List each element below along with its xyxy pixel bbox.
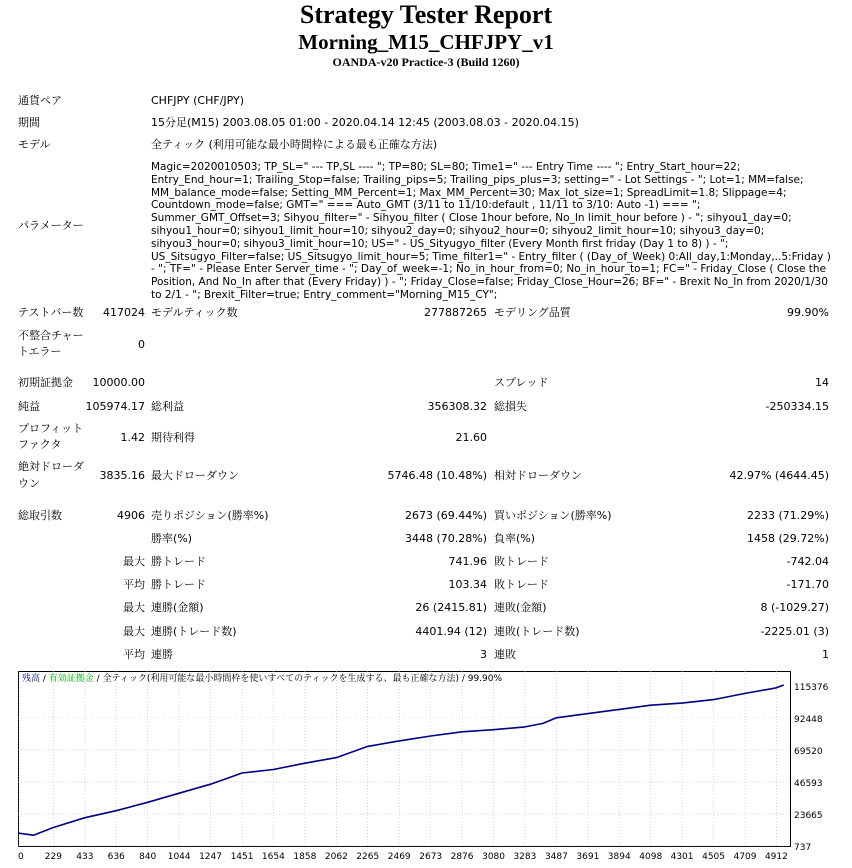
x-tick-label: 1451 [230, 852, 254, 862]
x-tick-label: 4301 [670, 852, 694, 862]
y-tick-label: 23665 [794, 810, 823, 821]
largest-loss-label: 敗トレード [494, 555, 549, 568]
report-title: Strategy Tester Report [299, 0, 553, 29]
x-tick-label: 840 [139, 852, 157, 862]
legend-balance: 残高 [22, 674, 41, 684]
ticks-label: モデルティック数 [151, 306, 238, 319]
mismatch-label-1: 不整合チャー [18, 329, 84, 342]
avg-cons-losses-value: 1 [822, 648, 829, 661]
bars-label: テストバー数 [18, 306, 84, 319]
x-tick-label: 3894 [607, 852, 631, 862]
win-pct-label: 勝率(%) [151, 532, 193, 545]
spread-value: 14 [815, 376, 829, 389]
avg-label: 平均 [123, 578, 145, 591]
x-tick-label: 4912 [764, 852, 788, 862]
avg-cons-wins-value: 3 [480, 648, 487, 661]
chart-legend [22, 674, 502, 685]
largest-loss-value: -742.04 [786, 555, 829, 568]
max-cons-losses-value: 8 (-1029.27) [760, 601, 829, 614]
max-label-3: 最大 [123, 625, 145, 638]
win-pct-value: 3448 (70.28%) [404, 532, 487, 545]
short-label: 売りポジション(勝率%) [151, 509, 269, 522]
max-dd-label: 最大ドローダウン [151, 469, 239, 482]
abs-dd-value: 3835.16 [99, 469, 145, 482]
spread-label: スプレッド [494, 376, 549, 389]
x-tick-label: 2469 [387, 852, 411, 862]
abs-dd-label-2: ウン [18, 477, 40, 490]
mismatch-value: 0 [138, 338, 145, 351]
gross-loss-value: -250334.15 [765, 400, 829, 413]
legend-sep-3: / [458, 674, 468, 684]
y-tick-label: 737 [794, 843, 812, 853]
plot-frame [19, 672, 791, 847]
short-value: 2673 (69.44%) [404, 509, 487, 522]
x-tick-label: 3691 [576, 852, 600, 862]
largest-win-value: 741.96 [448, 555, 487, 568]
long-value: 2233 (71.29%) [746, 509, 829, 522]
avg-win-label: 勝トレード [151, 578, 206, 591]
max-label-2: 最大 [123, 601, 145, 614]
avg-label-2: 平均 [123, 648, 145, 661]
rel-dd-label: 相対ドローダウン [494, 469, 582, 482]
max-cons-wins-label: 連勝(金額) [151, 601, 204, 614]
x-tick-label: 1044 [167, 852, 191, 862]
x-tick-label: 1654 [261, 852, 285, 862]
quality-label: モデリング品質 [494, 306, 571, 319]
params-value: Magic=2020010503; TP_SL=" --- TP,SL ---- "; TP=80; SL=80; Time1=" --- Entry Time ---- "; Entry_Start_hour=22; Entry_End_hour=1; Trailing_Stop=false; Trailing_pips=5; Trailing_pips_plus=3; setting=" - Lot Settings - "; Lot=1; MM=false; MM_balance_mode=false; Setting_MM_Percent=1; Max_MM_Percent=30; Max_lot_size=1; SpreadLimit=1.8; Slippage=4; Countdown_mode=false; GMT=" === Auto_GMT (3/11 to 11/10:default , 11/11 to 3/10: Auto -1) === "; Summer_GMT_Offset=3; Sihyou_filter=" - Sihyou_filter ( Close 1hour before, No_In limit_hour before ) - "; sihyou1_day=0; sihyou1_hour=0; sihyou1_limit_hour=10; sihyou2_day=0; sihyou2_hour=0; sihyou2_limit_hour=10; sihyou3_day=0; sihyou3_hour=0; sihyou3_limit_hour=10; US=" - US_Sityugyo_filter (Every Month first friday (Day 1 to 8) ) - "; US_Sitsugyo_Filter=false; US_Sitsugyo_limit_hour=5; Time_filter1=" - Entry_filter ( (Day_of_Week) 0:All_day,1:Monday,..5:Friday ) - "; TF=" - Please Enter Server_time - "; Day_of_week=-1; No_in_hour_from=0; No_in_hour_to=1; FC=" - Friday_Close ( Close the Position, And No_In after that (Every Friday) ) - "; Friday_Close=false; Friday_Close_Hour=26; BF=" - Brexit No_In from 2020/1/30 to 2/1 - "; Brexit_Filter=true; Entry_comment="Morning_M15_CY"; [151, 161, 831, 301]
max-label: 最大 [123, 555, 145, 568]
x-tick-label: 2876 [450, 852, 474, 862]
x-tick-label: 3080 [482, 852, 506, 862]
abs-dd-label-1: 絶対ドローダ [18, 460, 84, 473]
largest-win-label: 勝トレード [151, 555, 206, 568]
x-tick-label: 4098 [639, 852, 663, 862]
max-cons-loss-label: 連敗(トレード数) [494, 625, 580, 638]
period-label: 期間 [18, 116, 40, 129]
gross-profit-value: 356308.32 [427, 400, 487, 413]
deposit-value: 10000.00 [92, 376, 145, 389]
gross-profit-label: 総利益 [151, 400, 184, 413]
bars-value: 417024 [103, 306, 145, 319]
legend-equity: 有効証拠金 [48, 674, 94, 684]
params-label: パラメーター [18, 219, 84, 232]
x-tick-label: 2673 [419, 852, 443, 862]
x-tick-label: 1858 [293, 852, 317, 862]
y-tick-label: 92448 [794, 714, 823, 725]
expected-label: 期待利得 [151, 431, 195, 444]
ticks-value: 277887265 [424, 306, 487, 319]
x-tick-label: 3487 [544, 852, 568, 862]
x-tick-label: 4709 [733, 852, 757, 862]
long-label: 買いポジション(勝率%) [494, 509, 612, 522]
y-tick-label: 115376 [794, 682, 829, 693]
pf-value: 1.42 [120, 431, 145, 444]
x-tick-label: 4505 [702, 852, 726, 862]
x-tick-label: 636 [107, 852, 125, 862]
avg-loss-label: 敗トレード [494, 578, 549, 591]
x-tick-label: 433 [76, 852, 94, 862]
legend-quality: 99.90% [467, 674, 503, 684]
max-dd-value: 5746.48 (10.48%) [387, 469, 487, 482]
net-value: 105974.17 [85, 400, 145, 413]
trades-value: 4906 [117, 509, 145, 522]
model-value: 全ティック (利用可能な最小時間枠による最も正確な方法) [151, 138, 438, 151]
balance-chart [18, 671, 846, 865]
x-tick-label: 0 [18, 852, 24, 862]
avg-cons-losses-label: 連敗 [494, 648, 516, 661]
gross-loss-label: 総損失 [494, 400, 527, 413]
legend-sep-2: / [93, 674, 103, 684]
x-tick-label: 2265 [356, 852, 380, 862]
x-tick-label: 1247 [199, 852, 222, 862]
trades-label: 総取引数 [18, 509, 62, 522]
max-cons-profit-label: 連勝(トレード数) [151, 625, 237, 638]
y-tick-label: 69520 [794, 746, 823, 757]
x-tick-label: 2062 [324, 852, 348, 862]
symbol-label: 通貨ペア [18, 94, 62, 107]
expected-value: 21.60 [455, 431, 487, 444]
quality-value: 99.90% [787, 306, 829, 319]
symbol-value: CHFJPY (CHF/JPY) [151, 94, 245, 107]
y-tick-label: 46593 [794, 778, 823, 789]
model-label: モデル [18, 138, 51, 151]
mismatch-label-2: トエラー [18, 345, 62, 358]
loss-pct-value: 1458 (29.72%) [746, 532, 829, 545]
max-cons-profit-value: 4401.94 (12) [415, 625, 487, 638]
avg-win-value: 103.34 [448, 578, 487, 591]
pf-label-2: ファクタ [18, 438, 62, 451]
max-cons-loss-value: -2225.01 (3) [760, 625, 829, 638]
max-cons-wins-value: 26 (2415.81) [415, 601, 487, 614]
max-cons-losses-label: 連敗(金額) [494, 601, 547, 614]
x-tick-label: 229 [44, 852, 62, 862]
avg-cons-wins-label: 連勝 [151, 648, 173, 661]
expert-name: Morning_M15_CHFJPY_v1 [298, 30, 554, 54]
x-tick-label: 3283 [513, 852, 537, 862]
period-value: 15分足(M15) 2003.08.05 01:00 - 2020.04.14 12:45 (2003.08.03 - 2020.04.15) [151, 116, 579, 129]
rel-dd-value: 42.97% (4644.45) [729, 469, 829, 482]
legend-sep-1: / [40, 674, 49, 684]
loss-pct-label: 負率(%) [494, 532, 536, 545]
deposit-label: 初期証拠金 [18, 376, 73, 389]
pf-label-1: プロフィット [18, 422, 84, 435]
legend-model: 全ティック(利用可能な最小時間枠を使いすべてのティックを生成する、最も正確な方法) [102, 674, 459, 684]
avg-loss-value: -171.70 [786, 578, 829, 591]
net-label: 純益 [18, 400, 40, 413]
server-info: OANDA-v20 Practice-3 (Build 1260) [332, 55, 520, 69]
